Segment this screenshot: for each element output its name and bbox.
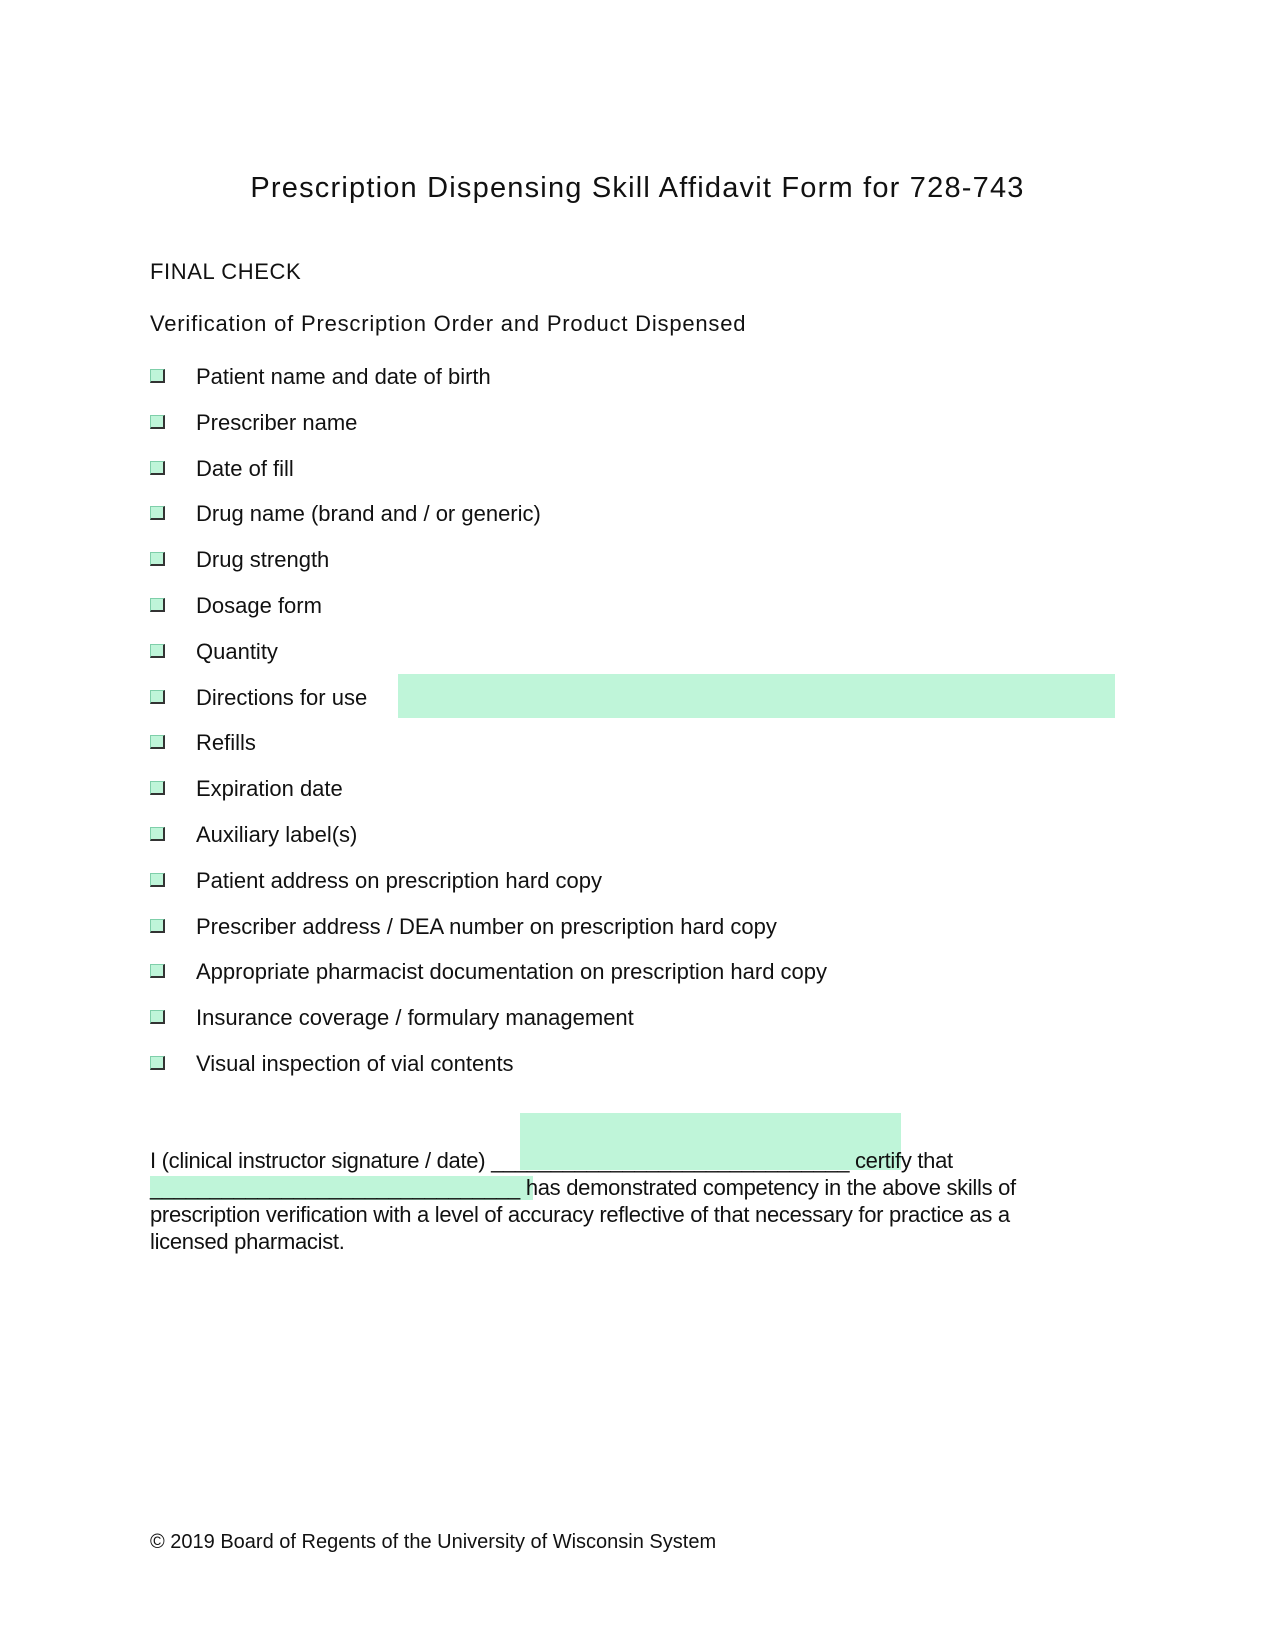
checkbox[interactable]: [150, 506, 165, 520]
checklist-item-label: Visual inspection of vial contents: [196, 1050, 514, 1076]
checklist-item: [150, 411, 827, 457]
student-name-blank: _______________________________: [150, 1175, 520, 1200]
checklist-item: [150, 365, 827, 411]
checklist-item-label: Insurance coverage / formulary management: [196, 1005, 634, 1031]
checklist-item: [150, 731, 827, 777]
checklist-item-label: Dosage form: [196, 592, 322, 618]
checkbox[interactable]: [150, 644, 165, 658]
checklist-item-label: Quantity: [196, 638, 278, 664]
checklist-item: [150, 915, 827, 961]
checklist-item: [150, 502, 827, 548]
checklist-item-label: Drug strength: [196, 547, 330, 573]
checkbox[interactable]: [150, 919, 165, 933]
checklist-item-label: Appropriate pharmacist documentation on prescription hard copy: [196, 959, 828, 985]
checklist-item: [150, 960, 827, 1006]
directions-for-use-field[interactable]: [398, 674, 1115, 718]
checklist-item: [150, 777, 827, 823]
checklist-item: [150, 1006, 827, 1052]
checklist-item-label: Directions for use: [196, 684, 368, 710]
checklist-item-label: Prescriber address / DEA number on prescription hard copy: [196, 913, 777, 939]
checklist-item-label: Prescriber name: [196, 409, 358, 435]
document-title: Prescription Dispensing Skill Affidavit Form for 728-743: [250, 172, 1025, 204]
checklist-item: [150, 869, 827, 915]
checklist-item-label: Date of fill: [196, 455, 294, 481]
checklist-item: [150, 594, 827, 640]
checkbox[interactable]: [150, 1010, 165, 1024]
checkbox[interactable]: [150, 552, 165, 566]
checkbox[interactable]: [150, 461, 165, 475]
certification-line-1: [150, 1147, 953, 1174]
checkbox[interactable]: [150, 873, 165, 887]
checklist-item-label: Refills: [196, 730, 256, 756]
checkbox[interactable]: [150, 415, 165, 429]
checkbox[interactable]: [150, 964, 165, 978]
section-heading: FINAL CHECK: [150, 259, 302, 284]
certification-line-2: [150, 1174, 1016, 1201]
checklist-item: [150, 548, 827, 594]
verification-checklist: [150, 365, 827, 1098]
checkbox[interactable]: [150, 827, 165, 841]
checklist-item-label: Patient name and date of birth: [196, 364, 491, 389]
checkbox[interactable]: [150, 369, 165, 383]
checklist-item: [150, 1052, 827, 1098]
checkbox[interactable]: [150, 690, 165, 704]
checklist-item-label: Drug name (brand and / or generic): [196, 501, 541, 527]
checklist-item-label: Auxiliary label(s): [196, 821, 358, 847]
checkbox[interactable]: [150, 1056, 165, 1070]
checklist-item: [150, 457, 827, 503]
certification-rest-1: has demonstrated competency in the above skills of: [525, 1175, 1016, 1200]
checkbox[interactable]: [150, 735, 165, 749]
certification-prefix: I (clinical instructor signature / date): [150, 1148, 486, 1173]
checkbox[interactable]: [150, 598, 165, 612]
checklist-item-label: Expiration date: [196, 776, 343, 802]
certification-line-3: prescription verification with a level of accuracy reflective of that necessary for practice as a: [150, 1202, 1010, 1227]
checklist-item: [150, 823, 827, 869]
certification-mid: certify that: [854, 1148, 953, 1173]
instructor-signature-blank: ______________________________: [491, 1148, 850, 1173]
section-subheading: Verification of Prescription Order and Product Dispensed: [150, 311, 747, 336]
copyright-footer: © 2019 Board of Regents of the University of Wisconsin System: [150, 1531, 717, 1553]
checklist-item-label: Patient address on prescription hard copy: [196, 867, 603, 893]
certification-line-4: licensed pharmacist.: [150, 1229, 345, 1254]
checkbox[interactable]: [150, 781, 165, 795]
